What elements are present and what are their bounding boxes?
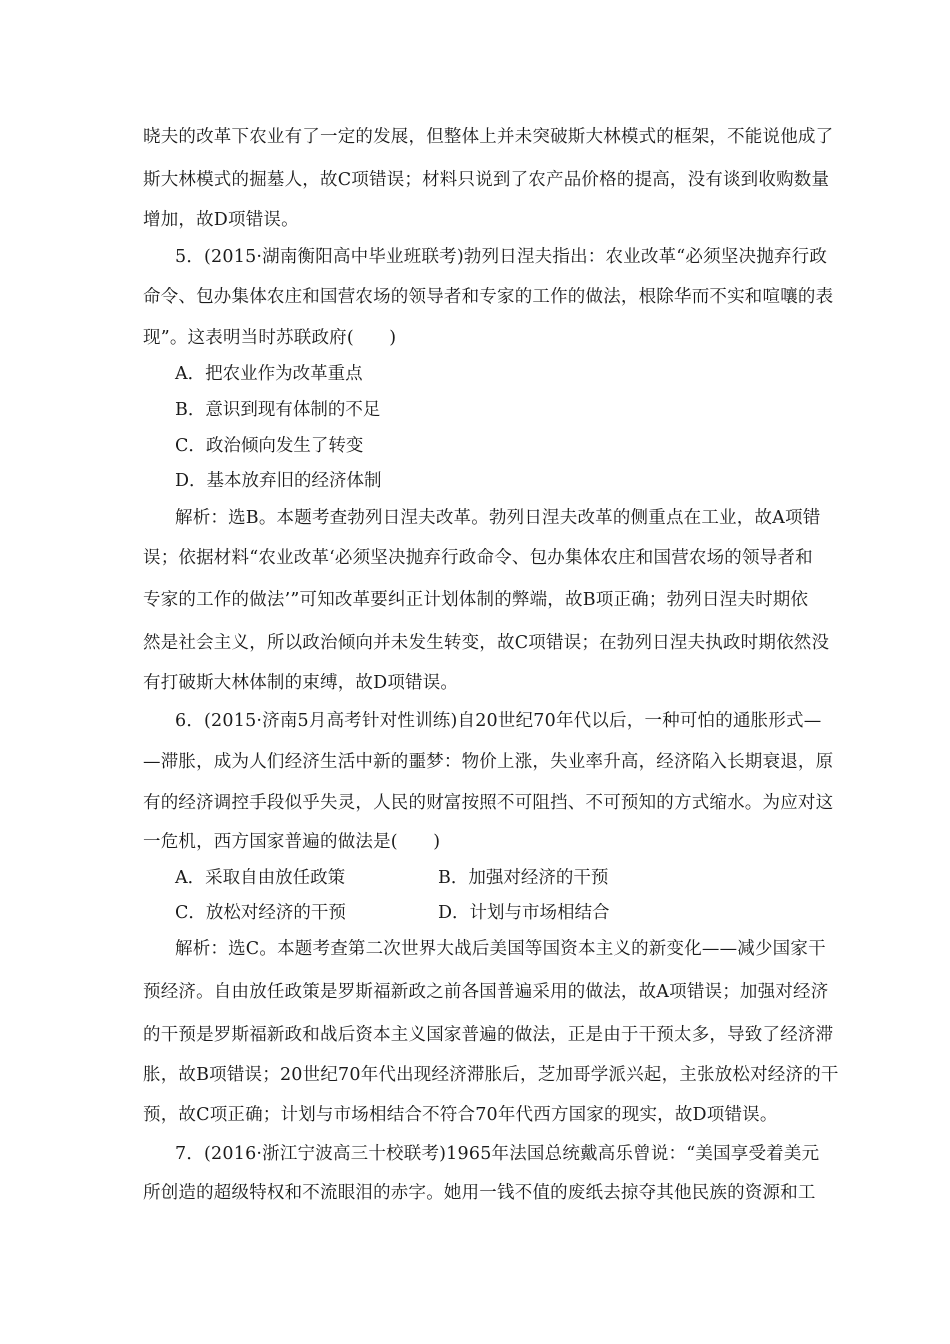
answer-6-explanation: 预，故C项正确；计划与市场相结合不符合70年代西方国家的现实，故D项错误。: [143, 1105, 778, 1125]
answer-5-explanation: 然是社会主义，所以政治倾向并未发生转变，故C项错误；在勃列日涅夫执政时期依然没: [143, 633, 830, 653]
paragraph-line: 增加，故D项错误。: [143, 210, 299, 230]
question-6-stem: 6．(2015·济南5月高考针对性训练)自20世纪70年代以后，一种可怕的通胀形式—: [175, 711, 822, 731]
question-5-stem: 5．(2015·湖南衡阳高中毕业班联考)勃列日涅夫指出：农业改革“必须坚决抛弃行政: [175, 247, 828, 267]
answer-6-explanation: 预经济。自由放任政策是罗斯福新政之前各国普遍采用的做法，故A项错误；加强对经济: [143, 982, 829, 1002]
answer-6-explanation: 胀，故B项错误；20世纪70年代出现经济滞胀后，芝加哥学派兴起，主张放松对经济的干: [143, 1065, 839, 1085]
question-5-option-c: C．政治倾向发生了转变: [175, 436, 364, 456]
question-5-stem: 命令、包办集体农庄和国营农场的领导者和专家的工作的做法，根除华而不实和喧嚷的表: [143, 287, 834, 307]
question-7-stem: 所创造的超级特权和不流眼泪的赤字。她用一钱不值的废纸去掠夺其他民族的资源和工: [143, 1183, 816, 1203]
question-6-option-d: D．计划与市场相结合: [438, 903, 610, 923]
question-6-option-b: B．加强对经济的干预: [438, 868, 609, 888]
question-6-stem: 有的经济调控手段似乎失灵，人民的财富按照不可阻挡、不可预知的方式缩水。为应对这: [143, 793, 834, 813]
answer-5-explanation: 有打破斯大林体制的束缚，故D项错误。: [143, 673, 459, 693]
question-5-option-a: A．把农业作为改革重点: [175, 364, 363, 384]
paragraph-line: 斯大林模式的掘墓人，故C项错误；材料只说到了农产品价格的提高，没有谈到收购数量: [143, 170, 830, 190]
question-6-option-a: A．采取自由放任政策: [175, 868, 346, 888]
question-5-option-d: D．基本放弃旧的经济体制: [175, 471, 382, 491]
paragraph-line: 晓夫的改革下农业有了一定的发展，但整体上并未突破斯大林模式的框架，不能说他成了: [143, 127, 834, 147]
question-5-option-b: B．意识到现有体制的不足: [175, 400, 381, 420]
answer-6-explanation: 的干预是罗斯福新政和战后资本主义国家普遍的做法，正是由于干预太多，导致了经济滞: [143, 1025, 834, 1045]
answer-5-explanation: 解析：选B。本题考查勃列日涅夫改革。勃列日涅夫改革的侧重点在工业，故A项错: [175, 508, 821, 528]
answer-5-explanation: 专家的工作的做法’”可知改革要纠正计划体制的弊端，故B项正确；勃列日涅夫时期依: [143, 590, 809, 610]
question-6-option-c: C．放松对经济的干预: [175, 903, 346, 923]
question-5-stem: 现”。这表明当时苏联政府( ): [143, 328, 397, 348]
answer-6-explanation: 解析：选C。本题考查第二次世界大战后美国等国资本主义的新变化——减少国家干: [175, 939, 826, 959]
question-6-stem: —滞胀，成为人们经济生活中新的噩梦：物价上涨，失业率升高，经济陷入长期衰退，原: [143, 752, 834, 772]
question-7-stem: 7．(2016·浙江宁波高三十校联考)1965年法国总统戴高乐曾说：“美国享受着美元: [175, 1144, 820, 1164]
answer-5-explanation: 误；依据材料“农业改革‘必须坚决抛弃行政命令、包办集体农庄和国营农场的领导者和: [143, 548, 813, 568]
question-6-stem: 一危机，西方国家普遍的做法是( ): [143, 832, 441, 852]
